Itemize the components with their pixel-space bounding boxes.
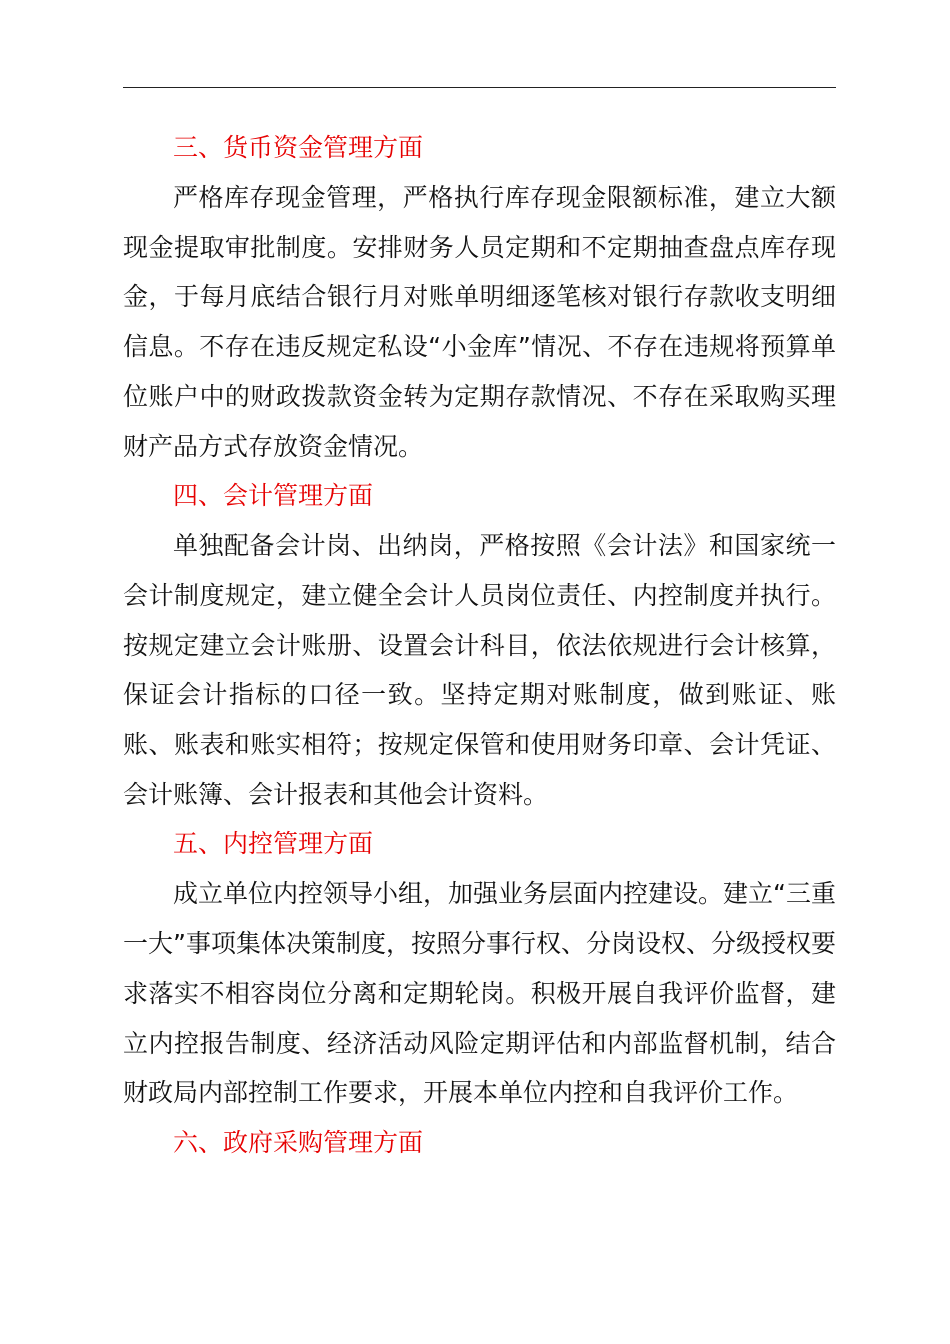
section-heading-accounting: 四、会计管理方面 — [173, 481, 374, 511]
section-body-currency-funds: 严格库存现金管理，严格执行库存现金限额标准，建立大额现金提取审批制度。安排财务人员定期和不定期抽查盘点库存现金，于每月底结合银行月对账单明细逐笔核对银行存款收支明细信息。不存在违反规定私设“小金库”情况、不存在违规将预算单位账户中的财政拨款资金转为定期存款情况、不存在采取购买理财产品方式存放资金情况。 — [123, 183, 836, 461]
document-body — [123, 123, 836, 1168]
section-heading-internal-control: 五、内控管理方面 — [173, 829, 374, 859]
section-body-accounting: 单独配备会计岗、出纳岗，严格按照《会计法》和国家统一会计制度规定，建立健全会计人员岗位责任、内控制度并执行。按规定建立会计账册、设置会计科目，依法依规进行会计核算，保证会计指标的口径一致。坚持定期对账制度，做到账证、账账、账表和账实相符；按规定保管和使用财务印章、会计凭证、会计账簿、会计报表和其他会计资料。 — [123, 531, 836, 809]
section-body-internal-control: 成立单位内控领导小组，加强业务层面内控建设。建立“三重一大”事项集体决策制度，按照分事行权、分岗设权、分级授权要求落实不相容岗位分离和定期轮岗。积极开展自我评价监督，建立内控报告制度、经济活动风险定期评估和内部监督机制，结合财政局内部控制工作要求，开展本单位内控和自我评价工作。 — [123, 879, 836, 1108]
section-heading-procurement: 六、政府采购管理方面 — [173, 1127, 424, 1157]
section-heading-currency-funds: 三、货币资金管理方面 — [173, 133, 424, 162]
header-rule — [123, 87, 836, 88]
